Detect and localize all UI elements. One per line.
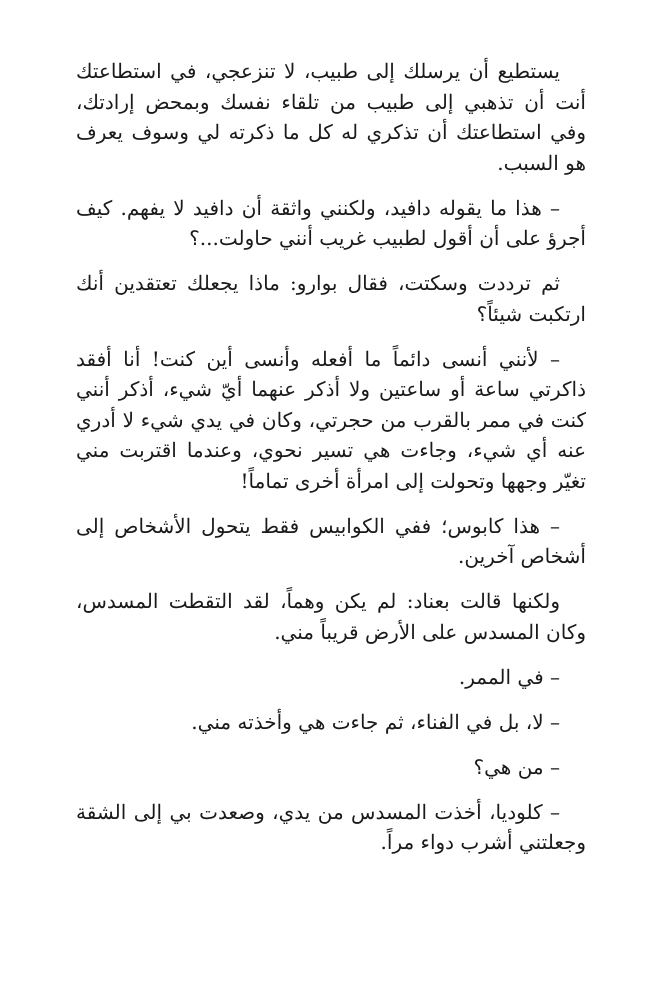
paragraph-3: ثم ترددت وسكتت، فقال بوارو: ماذا يجعلك تعتقدين أنك ارتكبت شيئاً؟ xyxy=(76,271,586,326)
paragraph-1: يستطيع أن يرسلك إلى طبيب، لا تنزعجي، في استطاعتك أنت أن تذهبي إلى طبيب من تلقاء نفسك وبمحض إرادتك، وفي استطاعتك أن تذكري له كل ما ذكرته لي وسوف يعرف هو السبب. xyxy=(76,59,586,175)
paragraph-10: – كلوديا، أخذت المسدس من يدي، وصعدت بي إلى الشقة وجعلتني أشرب دواء مراً. xyxy=(76,799,586,854)
paragraph-5: – هذا كابوس؛ ففي الكوابيس فقط يتحول الأشخاص إلى أشخاص آخرين. xyxy=(76,513,586,568)
paragraph-2: – هذا ما يقوله دافيد، ولكنني واثقة أن دافيد لا يفهم. كيف أجرؤ على أن أقول لطبيب غريب أنني حاولت...؟ xyxy=(76,195,586,250)
paragraph-4: – لأنني أنسى دائماً ما أفعله وأنسى أين كنت! أنا أفقد ذاكرتي ساعة أو ساعتين ولا أذكر عنهما أيّ شيء، أذكر أنني كنت في ممر بالقرب من حجرتي، وكان في يدي شيء لا أدري عنه أي شيء، وجاءت هي تسير نحوي، وعندما اقتربت مني تغيّر وجهها وتحولت إلى امرأة أخرى تماماً! xyxy=(76,346,586,493)
book-page xyxy=(76,56,586,872)
paragraph-7: – في الممر. xyxy=(458,664,560,689)
paragraph-9: – من هي؟ xyxy=(473,754,560,779)
paragraph-8: – لا، بل في الفناء، ثم جاءت هي وأخذته مني. xyxy=(191,709,560,734)
paragraph-6: ولكنها قالت بعناد: لم يكن وهماً، لقد التقطت المسدس، وكان المسدس على الأرض قريباً مني. xyxy=(76,589,586,644)
